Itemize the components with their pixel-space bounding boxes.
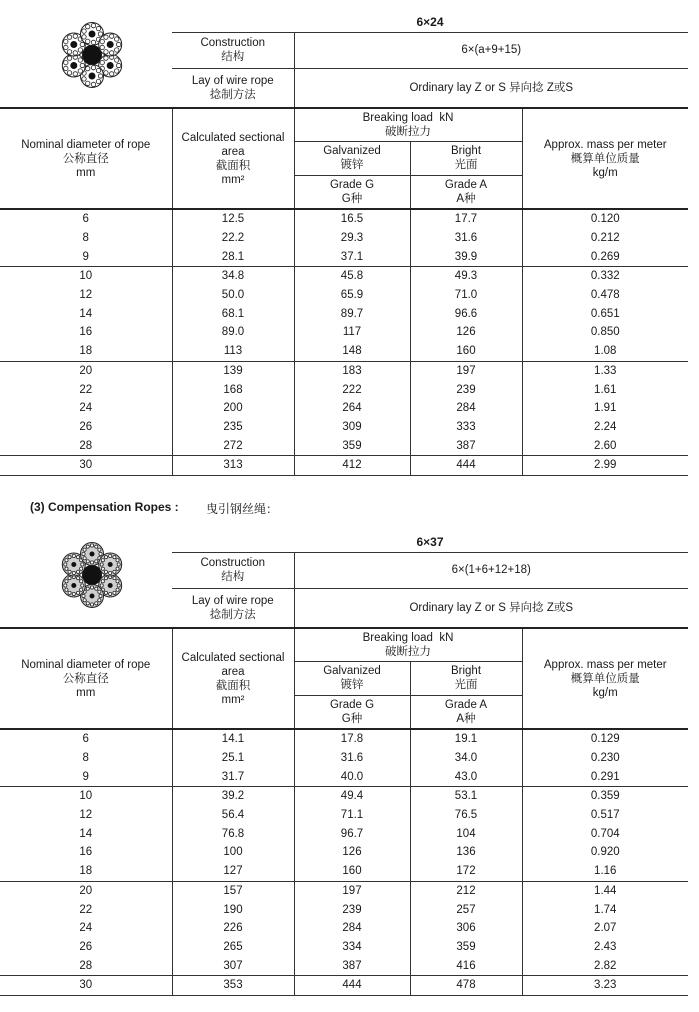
area-cell: 127 <box>172 862 294 881</box>
header-grade-a: Grade A A种 <box>410 175 522 209</box>
area-cell: 157 <box>172 881 294 900</box>
diameter-cell: 24 <box>79 402 93 415</box>
area-cell: 14.1 <box>172 729 294 749</box>
lay-value: Ordinary lay Z or S 异向捻 Z或S <box>294 68 688 108</box>
galvanized-load-cell: 37.1 <box>294 247 410 266</box>
mass-cell: 0.651 <box>522 304 688 323</box>
diameter-cell: 28 <box>79 439 93 452</box>
header-bright: Bright 光面 <box>410 661 522 695</box>
diameter-cell: 9 <box>82 770 89 783</box>
bright-load-cell: 172 <box>410 862 522 881</box>
diameter-cell: 20 <box>0 881 172 900</box>
table-row <box>0 843 688 862</box>
mass-cell: 1.61 <box>522 380 688 399</box>
table-row <box>0 247 688 266</box>
spec-table-6x37 <box>0 532 688 996</box>
table-row <box>0 787 688 806</box>
table-row <box>0 399 688 418</box>
header-bright: Bright 光面 <box>410 141 522 175</box>
mass-cell: 0.850 <box>522 323 688 342</box>
section-heading-cn: 曳引钢丝绳： <box>206 502 279 516</box>
table-row <box>0 286 688 305</box>
area-cell: 25.1 <box>172 749 294 768</box>
bright-load-cell: 17.7 <box>410 209 522 229</box>
diameter-cell: 12 <box>79 809 93 822</box>
mass-cell: 0.291 <box>522 767 688 786</box>
table-row <box>0 361 688 380</box>
table-row <box>0 380 688 399</box>
area-cell: 113 <box>172 342 294 361</box>
area-cell: 56.4 <box>172 806 294 825</box>
header-area: Calculated sectional area 截面积 mm² <box>172 628 294 729</box>
mass-cell: 0.129 <box>522 729 688 749</box>
mass-cell: 2.82 <box>522 956 688 975</box>
table-row <box>0 455 688 475</box>
area-cell: 28.1 <box>172 247 294 266</box>
galvanized-load-cell: 444 <box>294 975 410 995</box>
table-row <box>0 304 688 323</box>
area-cell: 139 <box>172 361 294 380</box>
lay-label: Lay of wire rope 捻制方法 <box>191 74 274 101</box>
bright-load-cell: 96.6 <box>410 304 522 323</box>
bright-load-cell: 53.1 <box>410 787 522 806</box>
table-row <box>0 436 688 455</box>
diameter-cell: 18 <box>79 345 93 358</box>
table-title: 6×37 <box>172 532 688 552</box>
galvanized-load-cell: 16.5 <box>294 209 410 229</box>
mass-cell: 0.230 <box>522 749 688 768</box>
galvanized-load-cell: 126 <box>294 843 410 862</box>
table-row <box>0 342 688 361</box>
galvanized-load-cell: 40.0 <box>294 767 410 786</box>
area-cell: 76.8 <box>172 824 294 843</box>
mass-cell: 2.60 <box>522 436 688 455</box>
area-cell: 307 <box>172 956 294 975</box>
mass-cell: 1.08 <box>522 342 688 361</box>
header-grade-g: Grade G G种 <box>294 175 410 209</box>
header-grade-a: Grade A A种 <box>410 695 522 729</box>
diameter-cell: 12 <box>79 289 93 302</box>
mass-cell: 0.517 <box>522 806 688 825</box>
table-row <box>0 938 688 957</box>
header-breaking-load: Breaking load kN 破断拉力 <box>294 108 522 141</box>
diameter-cell: 14 <box>79 827 93 840</box>
bright-load-cell: 76.5 <box>410 806 522 825</box>
galvanized-load-cell: 31.6 <box>294 749 410 768</box>
construction-label: Construction 结构 <box>172 32 294 68</box>
bright-load-cell: 49.3 <box>410 267 522 286</box>
galvanized-load-cell: 197 <box>294 881 410 900</box>
diameter-cell: 30 <box>0 975 172 995</box>
galvanized-load-cell: 117 <box>294 323 410 342</box>
diameter-cell: 22 <box>79 903 93 916</box>
diameter-cell: 8 <box>82 752 89 765</box>
area-cell: 31.7 <box>172 767 294 786</box>
header-galvanized: Galvanized 镀锌 <box>294 141 410 175</box>
mass-cell: 0.920 <box>522 843 688 862</box>
diameter-cell: 26 <box>79 420 93 433</box>
diameter-cell: 6 <box>0 729 172 749</box>
diameter-cell: 16 <box>79 326 93 339</box>
mass-cell: 0.332 <box>522 267 688 286</box>
galvanized-load-cell: 183 <box>294 361 410 380</box>
header-galvanized: Galvanized 镀锌 <box>294 661 410 695</box>
construction-value: 6×(1+6+12+18) <box>294 552 688 588</box>
galvanized-load-cell: 334 <box>294 938 410 957</box>
galvanized-load-cell: 96.7 <box>294 824 410 843</box>
table-row <box>0 209 688 229</box>
bright-load-cell: 239 <box>410 380 522 399</box>
mass-cell: 0.704 <box>522 824 688 843</box>
galvanized-load-cell: 387 <box>294 956 410 975</box>
bright-load-cell: 333 <box>410 418 522 437</box>
mass-cell: 1.33 <box>522 361 688 380</box>
mass-cell: 2.99 <box>522 455 688 475</box>
diameter-cell: 18 <box>79 865 93 878</box>
bright-load-cell: 478 <box>410 975 522 995</box>
diameter-cell: 8 <box>82 232 89 245</box>
bright-load-cell: 444 <box>410 455 522 475</box>
diameter-cell: 9 <box>82 250 89 263</box>
mass-cell: 1.74 <box>522 900 688 919</box>
lay-label: Lay of wire rope 捻制方法 <box>191 594 274 621</box>
table-row <box>0 919 688 938</box>
header-mass: Approx. mass per meter 概算单位质量 kg/m <box>522 108 688 209</box>
galvanized-load-cell: 412 <box>294 455 410 475</box>
bright-load-cell: 197 <box>410 361 522 380</box>
table-row <box>0 900 688 919</box>
bright-load-cell: 31.6 <box>410 229 522 248</box>
table-row <box>0 729 688 749</box>
area-cell: 50.0 <box>172 286 294 305</box>
table-title: 6×24 <box>172 12 688 32</box>
galvanized-load-cell: 17.8 <box>294 729 410 749</box>
diameter-cell: 30 <box>0 455 172 475</box>
bright-load-cell: 257 <box>410 900 522 919</box>
header-grade-g: Grade G G种 <box>294 695 410 729</box>
table-row <box>0 956 688 975</box>
galvanized-load-cell: 49.4 <box>294 787 410 806</box>
area-cell: 68.1 <box>172 304 294 323</box>
diameter-cell: 16 <box>79 846 93 859</box>
mass-cell: 0.478 <box>522 286 688 305</box>
lay-value: Ordinary lay Z or S 异向捻 Z或S <box>294 588 688 628</box>
area-cell: 22.2 <box>172 229 294 248</box>
galvanized-load-cell: 71.1 <box>294 806 410 825</box>
mass-cell: 0.212 <box>522 229 688 248</box>
galvanized-load-cell: 222 <box>294 380 410 399</box>
galvanized-load-cell: 284 <box>294 919 410 938</box>
section-heading: (3) Compensation Ropes : <box>30 500 179 514</box>
area-cell: 353 <box>172 975 294 995</box>
table-row <box>0 267 688 286</box>
bright-load-cell: 416 <box>410 956 522 975</box>
bright-load-cell: 43.0 <box>410 767 522 786</box>
area-cell: 168 <box>172 380 294 399</box>
area-cell: 272 <box>172 436 294 455</box>
diameter-cell: 10 <box>0 267 172 286</box>
spec-table-6x24 <box>0 12 688 476</box>
area-cell: 89.0 <box>172 323 294 342</box>
construction-label: Construction 结构 <box>172 552 294 588</box>
mass-cell: 2.07 <box>522 919 688 938</box>
table-row <box>0 806 688 825</box>
header-breaking-load: Breaking load kN 破断拉力 <box>294 628 522 661</box>
bright-load-cell: 359 <box>410 938 522 957</box>
area-cell: 235 <box>172 418 294 437</box>
galvanized-load-cell: 89.7 <box>294 304 410 323</box>
galvanized-load-cell: 309 <box>294 418 410 437</box>
mass-cell: 2.24 <box>522 418 688 437</box>
bright-load-cell: 306 <box>410 919 522 938</box>
table-row <box>0 767 688 786</box>
bright-load-cell: 71.0 <box>410 286 522 305</box>
table-row <box>0 323 688 342</box>
mass-cell: 1.91 <box>522 399 688 418</box>
table-row <box>0 418 688 437</box>
bright-load-cell: 126 <box>410 323 522 342</box>
galvanized-load-cell: 45.8 <box>294 267 410 286</box>
table-row <box>0 824 688 843</box>
bright-load-cell: 136 <box>410 843 522 862</box>
area-cell: 12.5 <box>172 209 294 229</box>
header-mass: Approx. mass per meter 概算单位质量 kg/m <box>522 628 688 729</box>
area-cell: 39.2 <box>172 787 294 806</box>
diameter-cell: 22 <box>79 383 93 396</box>
area-cell: 313 <box>172 455 294 475</box>
bright-load-cell: 104 <box>410 824 522 843</box>
construction-value: 6×(a+9+15) <box>294 32 688 68</box>
galvanized-load-cell: 148 <box>294 342 410 361</box>
galvanized-load-cell: 359 <box>294 436 410 455</box>
galvanized-load-cell: 239 <box>294 900 410 919</box>
bright-load-cell: 387 <box>410 436 522 455</box>
bright-load-cell: 160 <box>410 342 522 361</box>
header-area: Calculated sectional area 截面积 mm² <box>172 108 294 209</box>
header-diameter: Nominal diameter of rope 公称直径 mm <box>0 108 172 209</box>
table-row <box>0 862 688 881</box>
mass-cell: 0.269 <box>522 247 688 266</box>
diameter-cell: 24 <box>79 922 93 935</box>
table-row <box>0 881 688 900</box>
galvanized-load-cell: 160 <box>294 862 410 881</box>
bright-load-cell: 212 <box>410 881 522 900</box>
mass-cell: 1.16 <box>522 862 688 881</box>
galvanized-load-cell: 29.3 <box>294 229 410 248</box>
bright-load-cell: 19.1 <box>410 729 522 749</box>
diameter-cell: 6 <box>0 209 172 229</box>
area-cell: 265 <box>172 938 294 957</box>
header-diameter: Nominal diameter of rope 公称直径 mm <box>0 628 172 729</box>
bright-load-cell: 284 <box>410 399 522 418</box>
diameter-cell: 20 <box>0 361 172 380</box>
table-row <box>0 229 688 248</box>
bright-load-cell: 34.0 <box>410 749 522 768</box>
area-cell: 226 <box>172 919 294 938</box>
table-row <box>0 749 688 768</box>
area-cell: 200 <box>172 399 294 418</box>
bright-load-cell: 39.9 <box>410 247 522 266</box>
area-cell: 34.8 <box>172 267 294 286</box>
diameter-cell: 14 <box>79 307 93 320</box>
galvanized-load-cell: 264 <box>294 399 410 418</box>
diameter-cell: 10 <box>0 787 172 806</box>
mass-cell: 0.120 <box>522 209 688 229</box>
mass-cell: 3.23 <box>522 975 688 995</box>
diameter-cell: 26 <box>79 940 93 953</box>
mass-cell: 2.43 <box>522 938 688 957</box>
diameter-cell: 28 <box>79 959 93 972</box>
galvanized-load-cell: 65.9 <box>294 286 410 305</box>
table-row <box>0 975 688 995</box>
area-cell: 100 <box>172 843 294 862</box>
mass-cell: 0.359 <box>522 787 688 806</box>
area-cell: 190 <box>172 900 294 919</box>
mass-cell: 1.44 <box>522 881 688 900</box>
